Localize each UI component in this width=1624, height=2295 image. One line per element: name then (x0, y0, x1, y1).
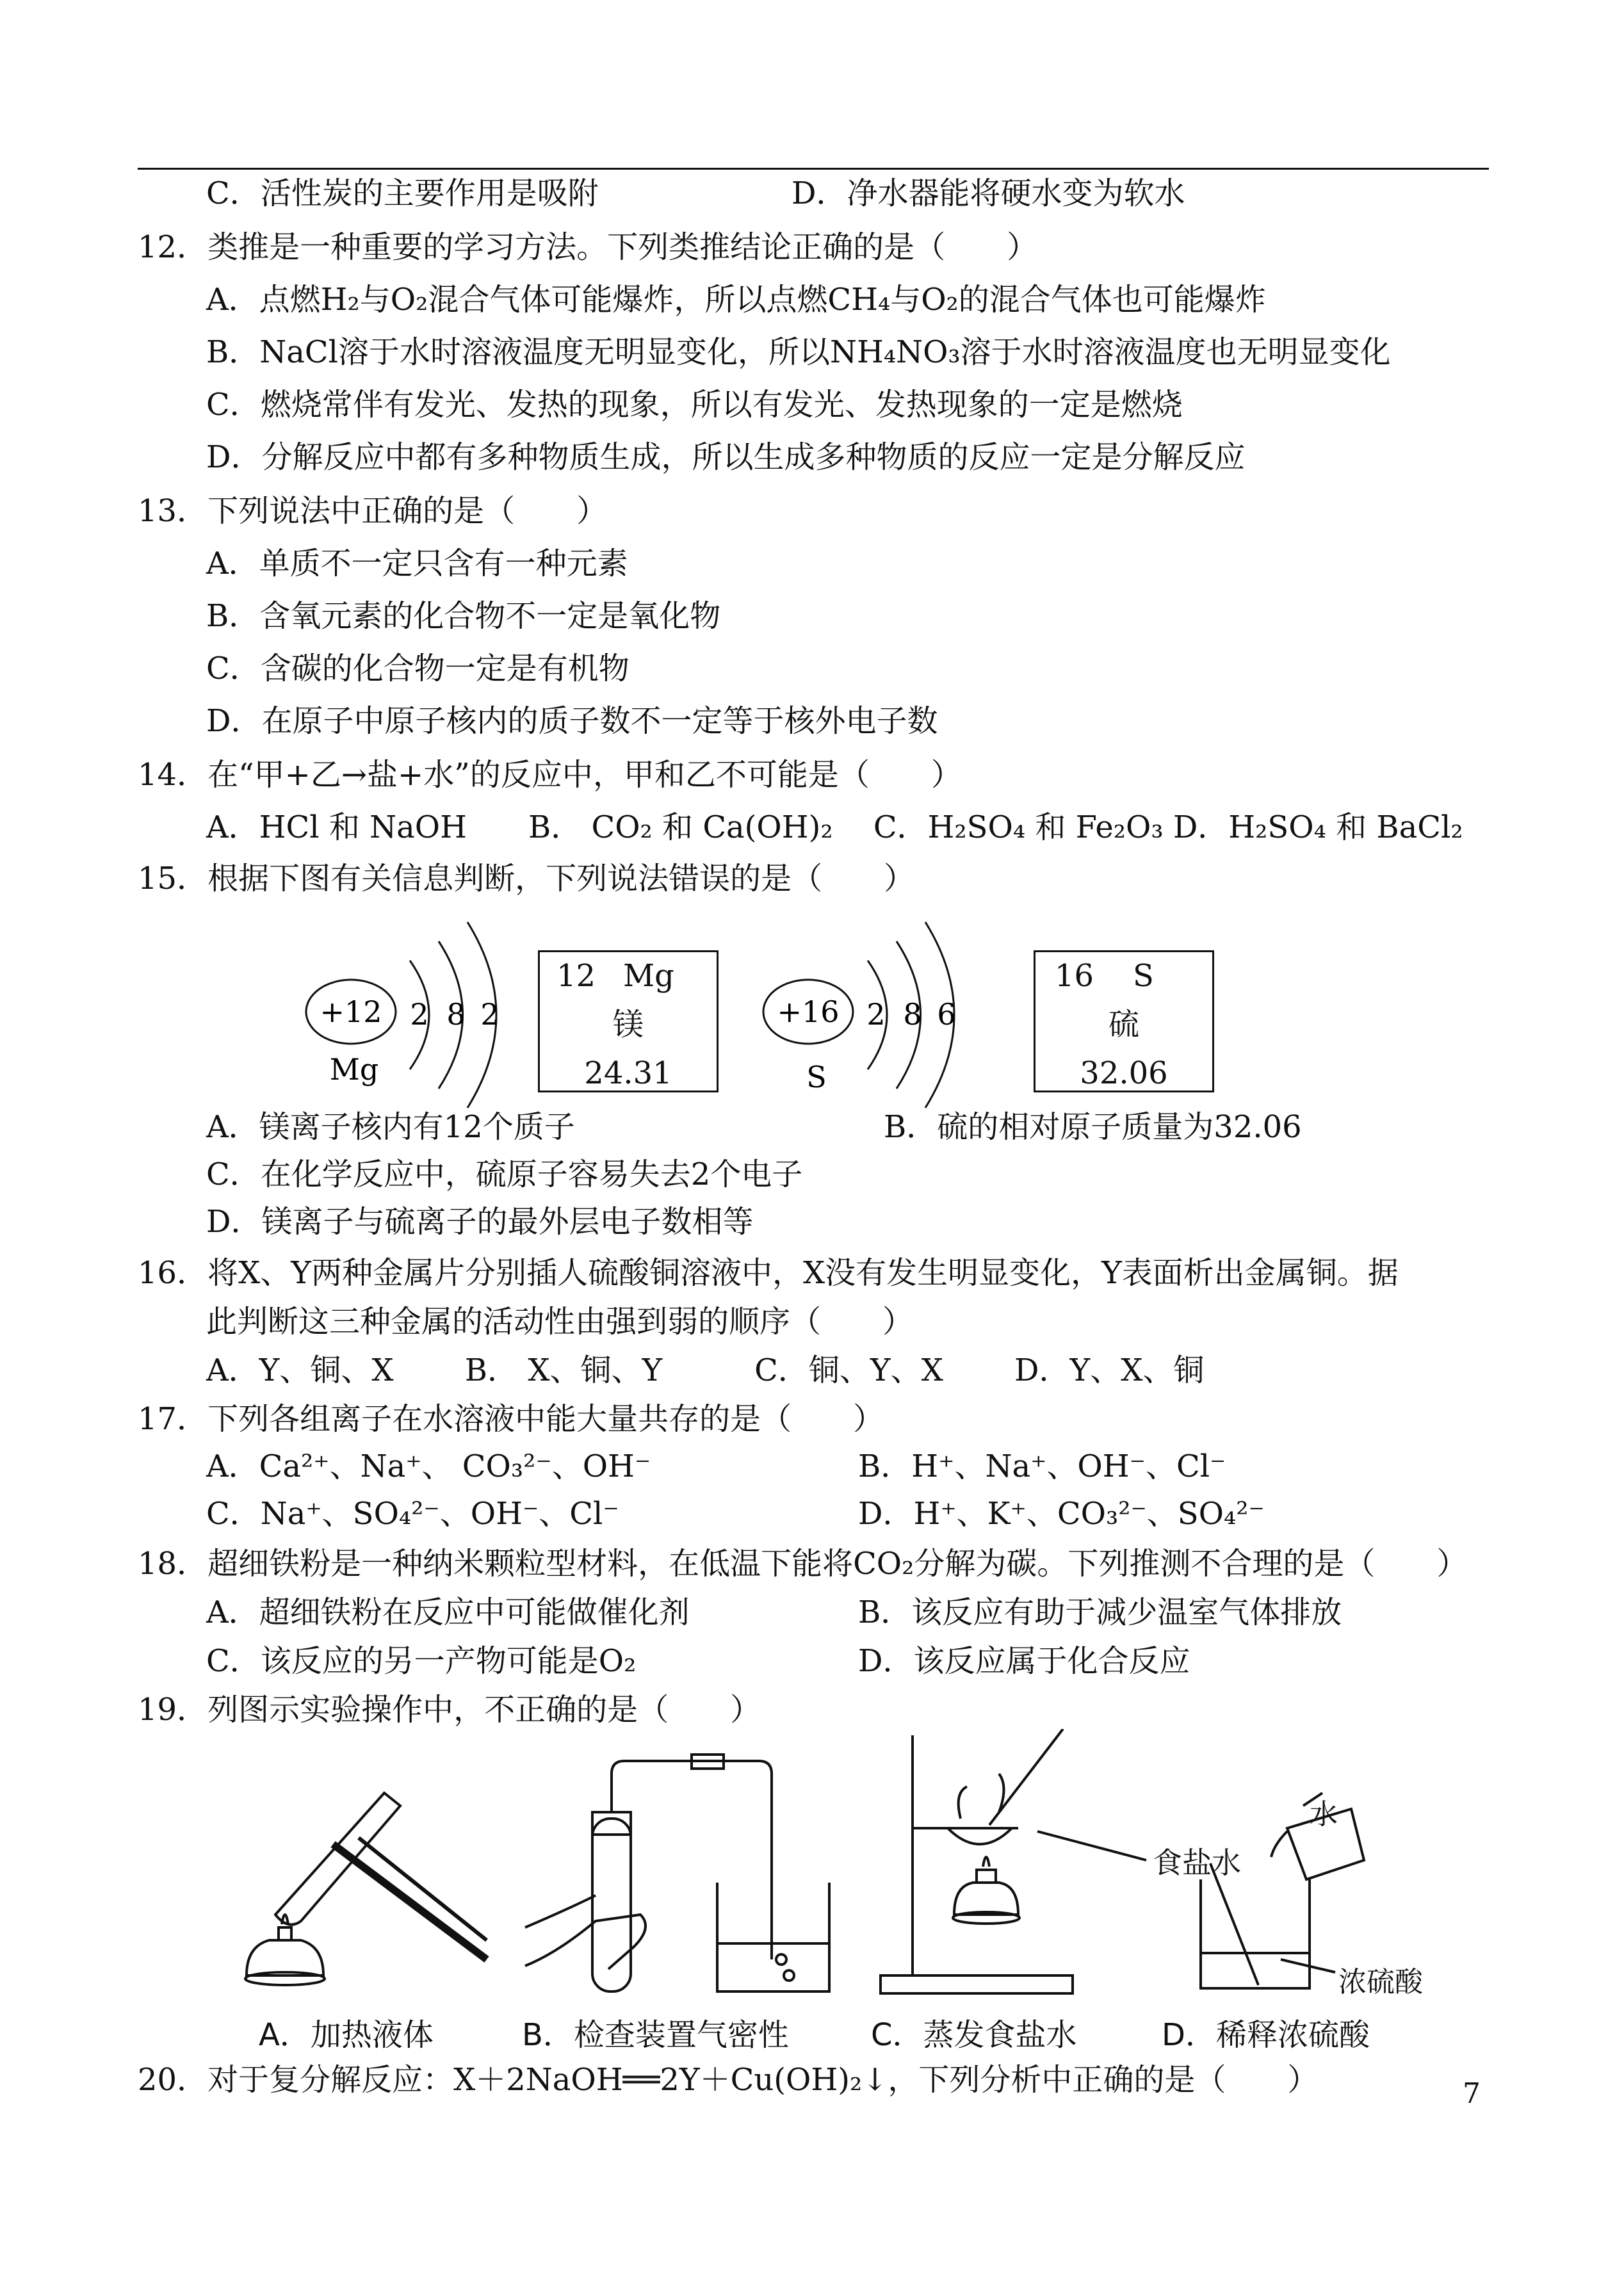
s-shell-count-3: 6 (937, 997, 956, 1032)
airtightness-check-illustration (525, 1755, 829, 1991)
s-nucleus-charge: +16 (777, 994, 840, 1029)
mg-card-number: 12 (556, 958, 596, 994)
q15-option-c: C．在化学反应中，硫原子容易失去2个电子 (206, 1156, 803, 1192)
q18-option-d: D．该反应属于化合反应 (858, 1643, 1190, 1679)
mg-shell-count-1: 2 (410, 997, 429, 1032)
lab-operations-figure (0, 1729, 1624, 2011)
s-card-mass: 32.06 (1080, 1055, 1168, 1091)
q13-option-b: B．含氧元素的化合物不一定是氧化物 (206, 598, 721, 634)
q17-option-a: A．Ca²⁺、Na⁺、 CO₃²⁻、OH⁻ (206, 1448, 651, 1484)
mg-element-card (538, 950, 719, 1092)
s-shell-count-2: 8 (903, 997, 922, 1032)
q19-caption-d: D．稀释浓硫酸 (1162, 2017, 1370, 2053)
evaporation-illustration (881, 1729, 1146, 1993)
header-rule (138, 168, 1489, 170)
q18-stem: 18．超细铁粉是一种纳米颗粒型材料，在低温下能将CO₂分解为碳。下列推测不合理的是（ ） (138, 1546, 1468, 1582)
mg-card-mass: 24.31 (584, 1055, 672, 1091)
s-atom-symbol: S (806, 1060, 827, 1094)
mg-card-symbol: Mg (623, 958, 674, 994)
q12-option-d: D．分解反应中都有多种物质生成，所以生成多种物质的反应一定是分解反应 (206, 439, 1246, 475)
q14-options: A．HCl 和 NaOH B． CO₂ 和 Ca(OH)₂ C．H₂SO₄ 和 Fe₂O₃ D．H₂SO₄ 和 BaCl₂ (206, 809, 1463, 845)
q12-option-b: B．NaCl溶于水时溶液温度无明显变化，所以NH₄NO₃溶于水时溶液温度也无明显变化 (206, 334, 1391, 370)
q12-option-a: A．点燃H₂与O₂混合气体可能爆炸，所以点燃CH₄与O₂的混合气体也可能爆炸 (206, 282, 1266, 318)
s-element-card (1034, 950, 1214, 1092)
q17-option-b: B．H⁺、Na⁺、OH⁻、Cl⁻ (858, 1448, 1226, 1484)
salt-water-label: 食盐水 (1153, 1845, 1241, 1880)
q19-caption-a: A．加热液体 (259, 2017, 434, 2053)
q19-caption-b: B．检查装置气密性 (522, 2017, 789, 2053)
q19-caption-c: C．蒸发食盐水 (871, 2017, 1077, 2053)
q15-option-d: D．镁离子与硫离子的最外层电子数相等 (206, 1204, 754, 1240)
q12-option-c: C．燃烧常伴有发光、发热的现象，所以有发光、发热现象的一定是燃烧 (206, 387, 1183, 423)
q15-option-b: B．硫的相对原子质量为32.06 (884, 1109, 1302, 1145)
q17-stem: 17．下列各组离子在水溶液中能大量共存的是（ ） (138, 1401, 884, 1437)
atom-diagrams (0, 909, 1624, 1127)
mg-atom-symbol: Mg (329, 1052, 379, 1087)
mg-nucleus-charge: +12 (320, 994, 382, 1029)
heating-liquid-illustration (245, 1793, 487, 1985)
q13-option-c: C．含碳的化合物一定是有机物 (206, 651, 629, 686)
q20-stem: 20．对于复分解反应：X＋2NaOH══2Y＋Cu(OH)₂↓，下列分析中正确的是（ ） (138, 2062, 1319, 2098)
q18-option-a: A．超细铁粉在反应中可能做催化剂 (206, 1594, 690, 1630)
q15-stem: 15．根据下图有关信息判断，下列说法错误的是（ ） (138, 861, 915, 896)
q17-option-d: D．H⁺、K⁺、CO₃²⁻、SO₄²⁻ (858, 1496, 1265, 1532)
option-d-prev: D．净水器能将硬水变为软水 (792, 175, 1185, 211)
q17-option-c: C．Na⁺、SO₄²⁻、OH⁻、Cl⁻ (206, 1496, 619, 1532)
q18-option-c: C．该反应的另一产物可能是O₂ (206, 1643, 637, 1679)
conc-acid-label: 浓硫酸 (1338, 1966, 1423, 1999)
q13-stem: 13．下列说法中正确的是（ ） (138, 493, 608, 529)
q12-stem: 12．类推是一种重要的学习方法。下列类推结论正确的是（ ） (138, 229, 1038, 265)
page-number: 7 (1463, 2077, 1481, 2110)
mg-card-name: 镁 (612, 1007, 644, 1042)
q13-option-d: D．在原子中原子核内的质子数不一定等于核外电子数 (206, 703, 938, 739)
q16-stem-line2: 此判断这三种金属的活动性由强到弱的顺序（ ） (206, 1304, 914, 1340)
q16-stem-line1: 16．将X、Y两种金属片分别插人硫酸铜溶液中，X没有发生明显变化，Y表面析出金属铜。据 (138, 1255, 1399, 1291)
q14-stem: 14．在“甲+乙→盐+水”的反应中，甲和乙不可能是（ ） (138, 757, 962, 793)
s-card-name: 硫 (1108, 1007, 1139, 1042)
q15-option-a: A．镁离子核内有12个质子 (206, 1109, 575, 1145)
water-label: 水 (1310, 1798, 1338, 1831)
option-c-prev: C．活性炭的主要作用是吸附 (206, 175, 599, 211)
dilution-illustration (1201, 1793, 1364, 1988)
s-card-number: 16 (1055, 958, 1094, 994)
q19-stem: 19．列图示实验操作中，不正确的是（ ） (138, 1692, 761, 1728)
mg-shell-count-2: 8 (446, 997, 466, 1032)
s-shell-count-1: 2 (866, 997, 886, 1032)
q13-option-a: A．单质不一定只含有一种元素 (206, 546, 628, 581)
mg-shell-count-3: 2 (480, 997, 499, 1032)
q18-option-b: B．该反应有助于减少温室气体排放 (858, 1594, 1342, 1630)
q16-options: A．Y、铜、X B． X、铜、Y C．铜、Y、X D．Y、X、铜 (206, 1352, 1205, 1388)
s-card-symbol: S (1133, 958, 1154, 994)
